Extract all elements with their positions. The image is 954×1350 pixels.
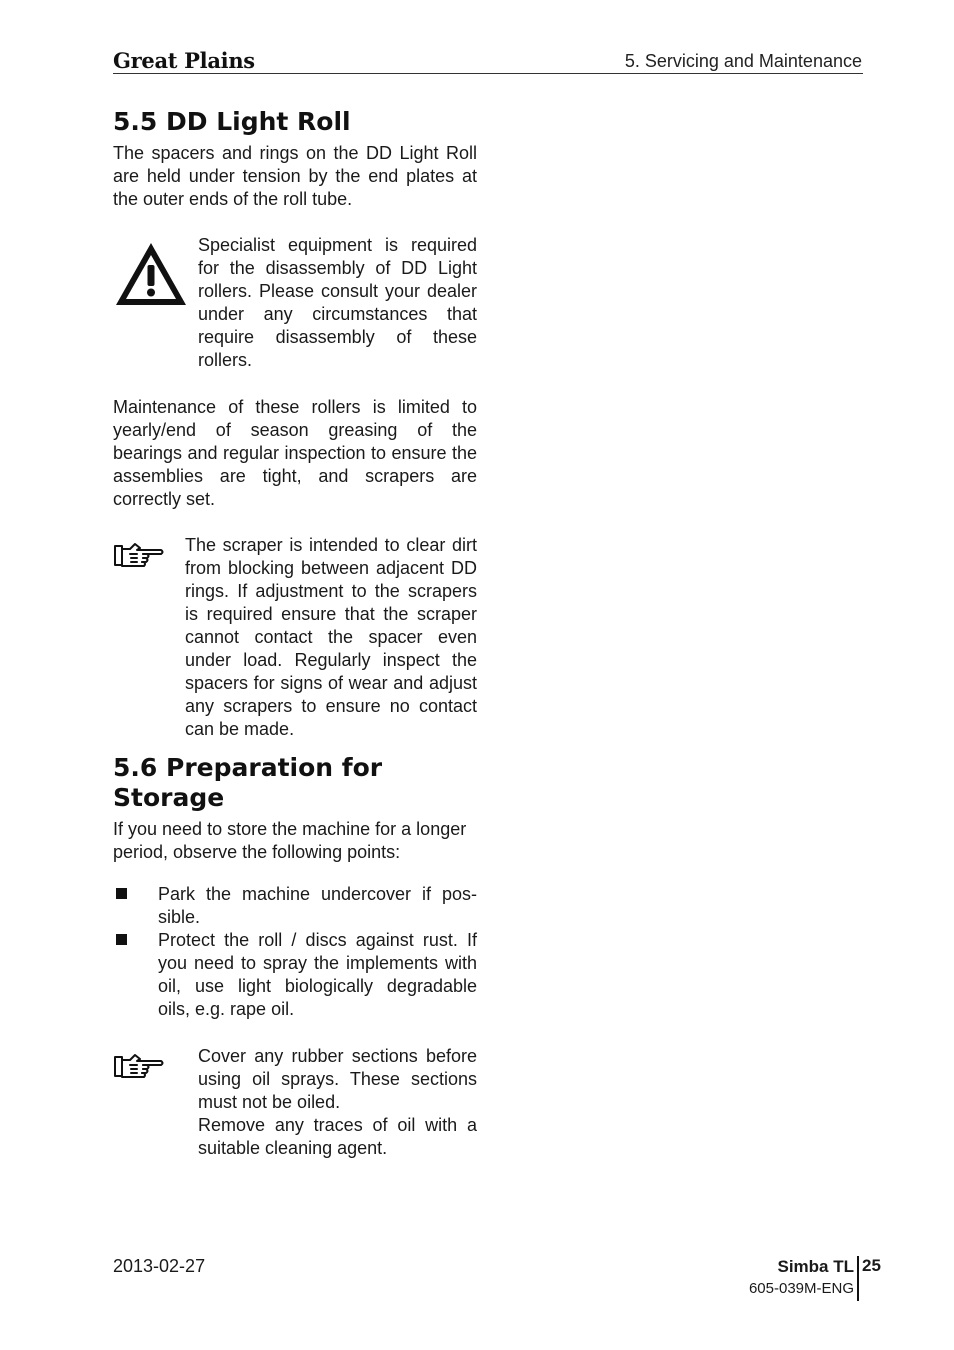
warning-text: Specialist equipment is required for the disassembly of DD Light rollers. Please consult your dealer under any circumstances that require disassembly of these rollers.: [198, 235, 477, 370]
bullet-marker: [116, 934, 127, 945]
header-divider: [113, 73, 863, 74]
scraper-note-text: The scraper is intended to clear dirt from blocking between adjacent DD rings. If adjustment to the scrapers is required ensure that the scraper cannot contact the spacer even under load. Regularly inspect the spacers for signs of wear and adjust any scrapers to ensure no contact can be made.: [185, 535, 477, 739]
footer-product-name: Simba TL: [777, 1257, 854, 1276]
footer-divider: [857, 1256, 859, 1301]
page-number: 25: [862, 1256, 881, 1275]
heading-line: Storage: [113, 783, 225, 812]
maintenance-text: Maintenance of these rollers is limited to yearly/end of season greasing of the bearings and regular inspection to ensure the assemblies are tight, and scrapers are correctly set.: [113, 397, 477, 509]
list-item: Protect the roll / discs against rust. If you need to spray the implements with oil, use light biologically degradable oils, e.g. rape oil.: [158, 930, 477, 1019]
bullet-marker: [116, 888, 127, 899]
list-item: Park the machine undercover if pos-sible.: [158, 884, 477, 927]
pointing-hand-icon: [113, 541, 165, 569]
brand-logo: Great Plains: [113, 48, 255, 73]
footer-date: 2013-02-27: [113, 1256, 206, 1276]
document-number: 605-039M-ENG: [748, 1280, 854, 1297]
pointing-hand-icon: [113, 1052, 165, 1080]
section-intro: The spacers and rings on the DD Light Roll are held under tension by the end plates at the outer ends of the roll tube.: [113, 143, 477, 209]
section-heading-5-6: [113, 753, 382, 813]
warning-triangle-icon: [113, 240, 189, 308]
rubber-note-text: Cover any rubber sections before using oil sprays. These sections must not be oiled.: [198, 1046, 477, 1112]
running-header: 5. Servicing and Maintenance: [624, 51, 862, 71]
cleaning-note-text: Remove any traces of oil with a suitable cleaning agent.: [198, 1115, 477, 1158]
heading-line: 5.6 Preparation for: [113, 753, 383, 782]
storage-intro: If you need to store the machine for a longer period, observe the following points:: [113, 819, 467, 862]
section-heading-5-5: 5.5 DD Light Roll: [113, 107, 351, 136]
